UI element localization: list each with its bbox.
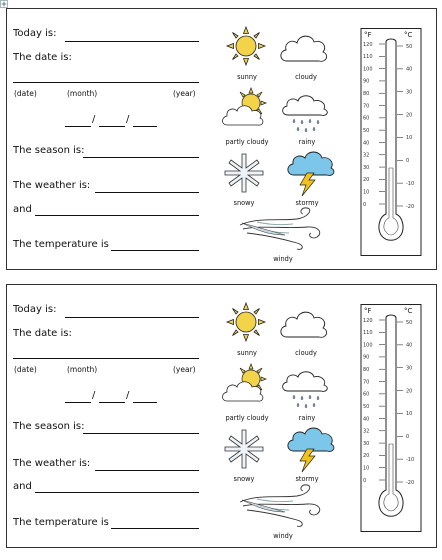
cloudy-caption: cloudy (295, 73, 317, 81)
fahrenheit-tick-label: 40 (363, 140, 370, 147)
fahrenheit-tick-label: 40 (363, 416, 370, 423)
weather-label: The weather is: (13, 458, 91, 469)
partly-cloudy-caption: partly cloudy (225, 138, 269, 146)
celsius-tick-label: -10 (406, 180, 415, 187)
wind-icon (237, 482, 329, 528)
fahrenheit-tick-label: 90 (363, 354, 370, 361)
wind-icon (237, 205, 329, 251)
celsius-tick-label: -10 (406, 456, 415, 463)
fahrenheit-tick-label: 110 (363, 330, 373, 337)
season-label: The season is: (13, 421, 85, 432)
date-slash: / (126, 390, 130, 401)
today-blank[interactable] (65, 317, 199, 318)
windy-caption: windy (273, 532, 293, 540)
snowy-caption: snowy (233, 475, 255, 483)
fahrenheit-tick-label: 10 (363, 465, 370, 472)
thermometer-icon (360, 304, 422, 532)
celsius-tick-label: 50 (406, 319, 413, 326)
celsius-tick-label: -20 (406, 203, 415, 210)
today-label: Today is: (13, 28, 57, 39)
fahrenheit-tick-label: 32 (363, 428, 370, 435)
date-slash: / (92, 390, 96, 401)
date-slash: / (92, 114, 96, 125)
fahrenheit-tick-label: 0 (363, 201, 367, 208)
fahrenheit-tick-label: 110 (363, 54, 373, 61)
celsius-tick-label: 10 (406, 411, 413, 418)
season-blank[interactable] (83, 157, 199, 158)
partly-cloudy-caption: partly cloudy (225, 414, 269, 422)
sun-icon (225, 301, 267, 343)
fahrenheit-tick-label: 80 (363, 91, 370, 98)
rainy-caption: rainy (298, 414, 316, 422)
date-part-date: (date) (14, 365, 37, 374)
snowy-caption: snowy (233, 199, 255, 207)
fahrenheit-tick-label: 60 (363, 391, 370, 398)
celsius-tick-label: 40 (406, 342, 413, 349)
fahrenheit-label: °F (364, 307, 372, 315)
snowflake-icon (223, 428, 265, 470)
temperature-blank[interactable] (111, 250, 199, 251)
fahrenheit-tick-label: 90 (363, 78, 370, 85)
celsius-label: °C (404, 31, 413, 39)
celsius-tick-label: 50 (406, 43, 413, 50)
thermometer-icon (360, 28, 422, 256)
season-label: The season is: (13, 145, 85, 156)
temperature-blank[interactable] (111, 528, 199, 529)
fahrenheit-tick-label: 20 (363, 177, 370, 184)
celsius-tick-label: 30 (406, 365, 413, 372)
fahrenheit-tick-label: 80 (363, 367, 370, 374)
celsius-tick-label: 0 (406, 158, 410, 165)
date-slash: / (126, 114, 130, 125)
celsius-tick-label: 10 (406, 135, 413, 142)
fahrenheit-tick-label: 60 (363, 115, 370, 122)
fahrenheit-tick-label: 50 (363, 127, 370, 134)
day-blank[interactable] (65, 126, 91, 127)
cloud-icon (277, 29, 331, 67)
season-blank[interactable] (83, 433, 199, 434)
month-blank[interactable] (99, 126, 125, 127)
year-blank[interactable] (133, 126, 157, 127)
snowflake-icon (223, 152, 265, 194)
fahrenheit-tick-label: 0 (363, 477, 367, 484)
fahrenheit-label: °F (364, 31, 372, 39)
rainy-caption: rainy (298, 138, 316, 146)
month-blank[interactable] (99, 402, 125, 403)
cloud-icon (277, 305, 331, 343)
today-blank[interactable] (65, 41, 199, 42)
rain-icon (279, 91, 333, 137)
day-blank[interactable] (65, 402, 91, 403)
cloudy-caption: cloudy (295, 349, 317, 357)
celsius-tick-label: 0 (406, 434, 410, 441)
move-handle-icon[interactable] (0, 0, 8, 8)
fahrenheit-tick-label: 70 (363, 103, 370, 110)
fahrenheit-tick-label: 70 (363, 379, 370, 386)
weather-blank-2[interactable] (35, 215, 199, 216)
fahrenheit-tick-label: 120 (363, 41, 373, 48)
fahrenheit-tick-label: 50 (363, 403, 370, 410)
rain-icon (279, 367, 333, 413)
sun-icon (225, 25, 267, 67)
today-label: Today is: (13, 304, 57, 315)
date-label: The date is: (13, 328, 72, 339)
date-label: The date is: (13, 52, 72, 63)
worksheet-card-2 (6, 284, 437, 548)
date-blank[interactable] (13, 82, 199, 83)
celsius-tick-label: 20 (406, 112, 413, 119)
date-part-month: (month) (67, 89, 98, 98)
year-blank[interactable] (133, 402, 157, 403)
worksheet-card-1 (6, 8, 437, 270)
fahrenheit-tick-label: 30 (363, 440, 370, 447)
fahrenheit-tick-label: 100 (363, 66, 373, 73)
temperature-label: The temperature is (13, 517, 109, 528)
fahrenheit-tick-label: 32 (363, 152, 370, 159)
celsius-tick-label: 30 (406, 89, 413, 96)
celsius-tick-label: 20 (406, 388, 413, 395)
fahrenheit-tick-label: 100 (363, 342, 373, 349)
partly-cloudy-icon (221, 363, 271, 407)
weather-blank[interactable] (95, 470, 199, 471)
stormy-caption: stormy (295, 475, 319, 483)
date-part-year: (year) (173, 365, 196, 374)
fahrenheit-tick-label: 30 (363, 164, 370, 171)
celsius-tick-label: 40 (406, 66, 413, 73)
weather-blank-2[interactable] (35, 492, 199, 493)
and-label: and (13, 481, 32, 492)
stormy-caption: stormy (295, 199, 319, 207)
fahrenheit-tick-label: 120 (363, 317, 373, 324)
sunny-caption: sunny (237, 73, 257, 81)
celsius-label: °C (404, 307, 413, 315)
date-part-month: (month) (67, 365, 98, 374)
weather-label: The weather is: (13, 180, 91, 191)
fahrenheit-tick-label: 20 (363, 453, 370, 460)
partly-cloudy-icon (221, 87, 271, 131)
date-part-year: (year) (173, 89, 196, 98)
celsius-tick-label: -20 (406, 479, 415, 486)
fahrenheit-tick-label: 10 (363, 189, 370, 196)
windy-caption: windy (273, 255, 293, 263)
storm-icon (285, 425, 335, 473)
weather-blank[interactable] (95, 192, 199, 193)
and-label: and (13, 204, 32, 215)
storm-icon (285, 149, 335, 197)
date-blank[interactable] (13, 358, 199, 359)
date-part-date: (date) (14, 89, 37, 98)
sunny-caption: sunny (237, 349, 257, 357)
temperature-label: The temperature is (13, 239, 109, 250)
